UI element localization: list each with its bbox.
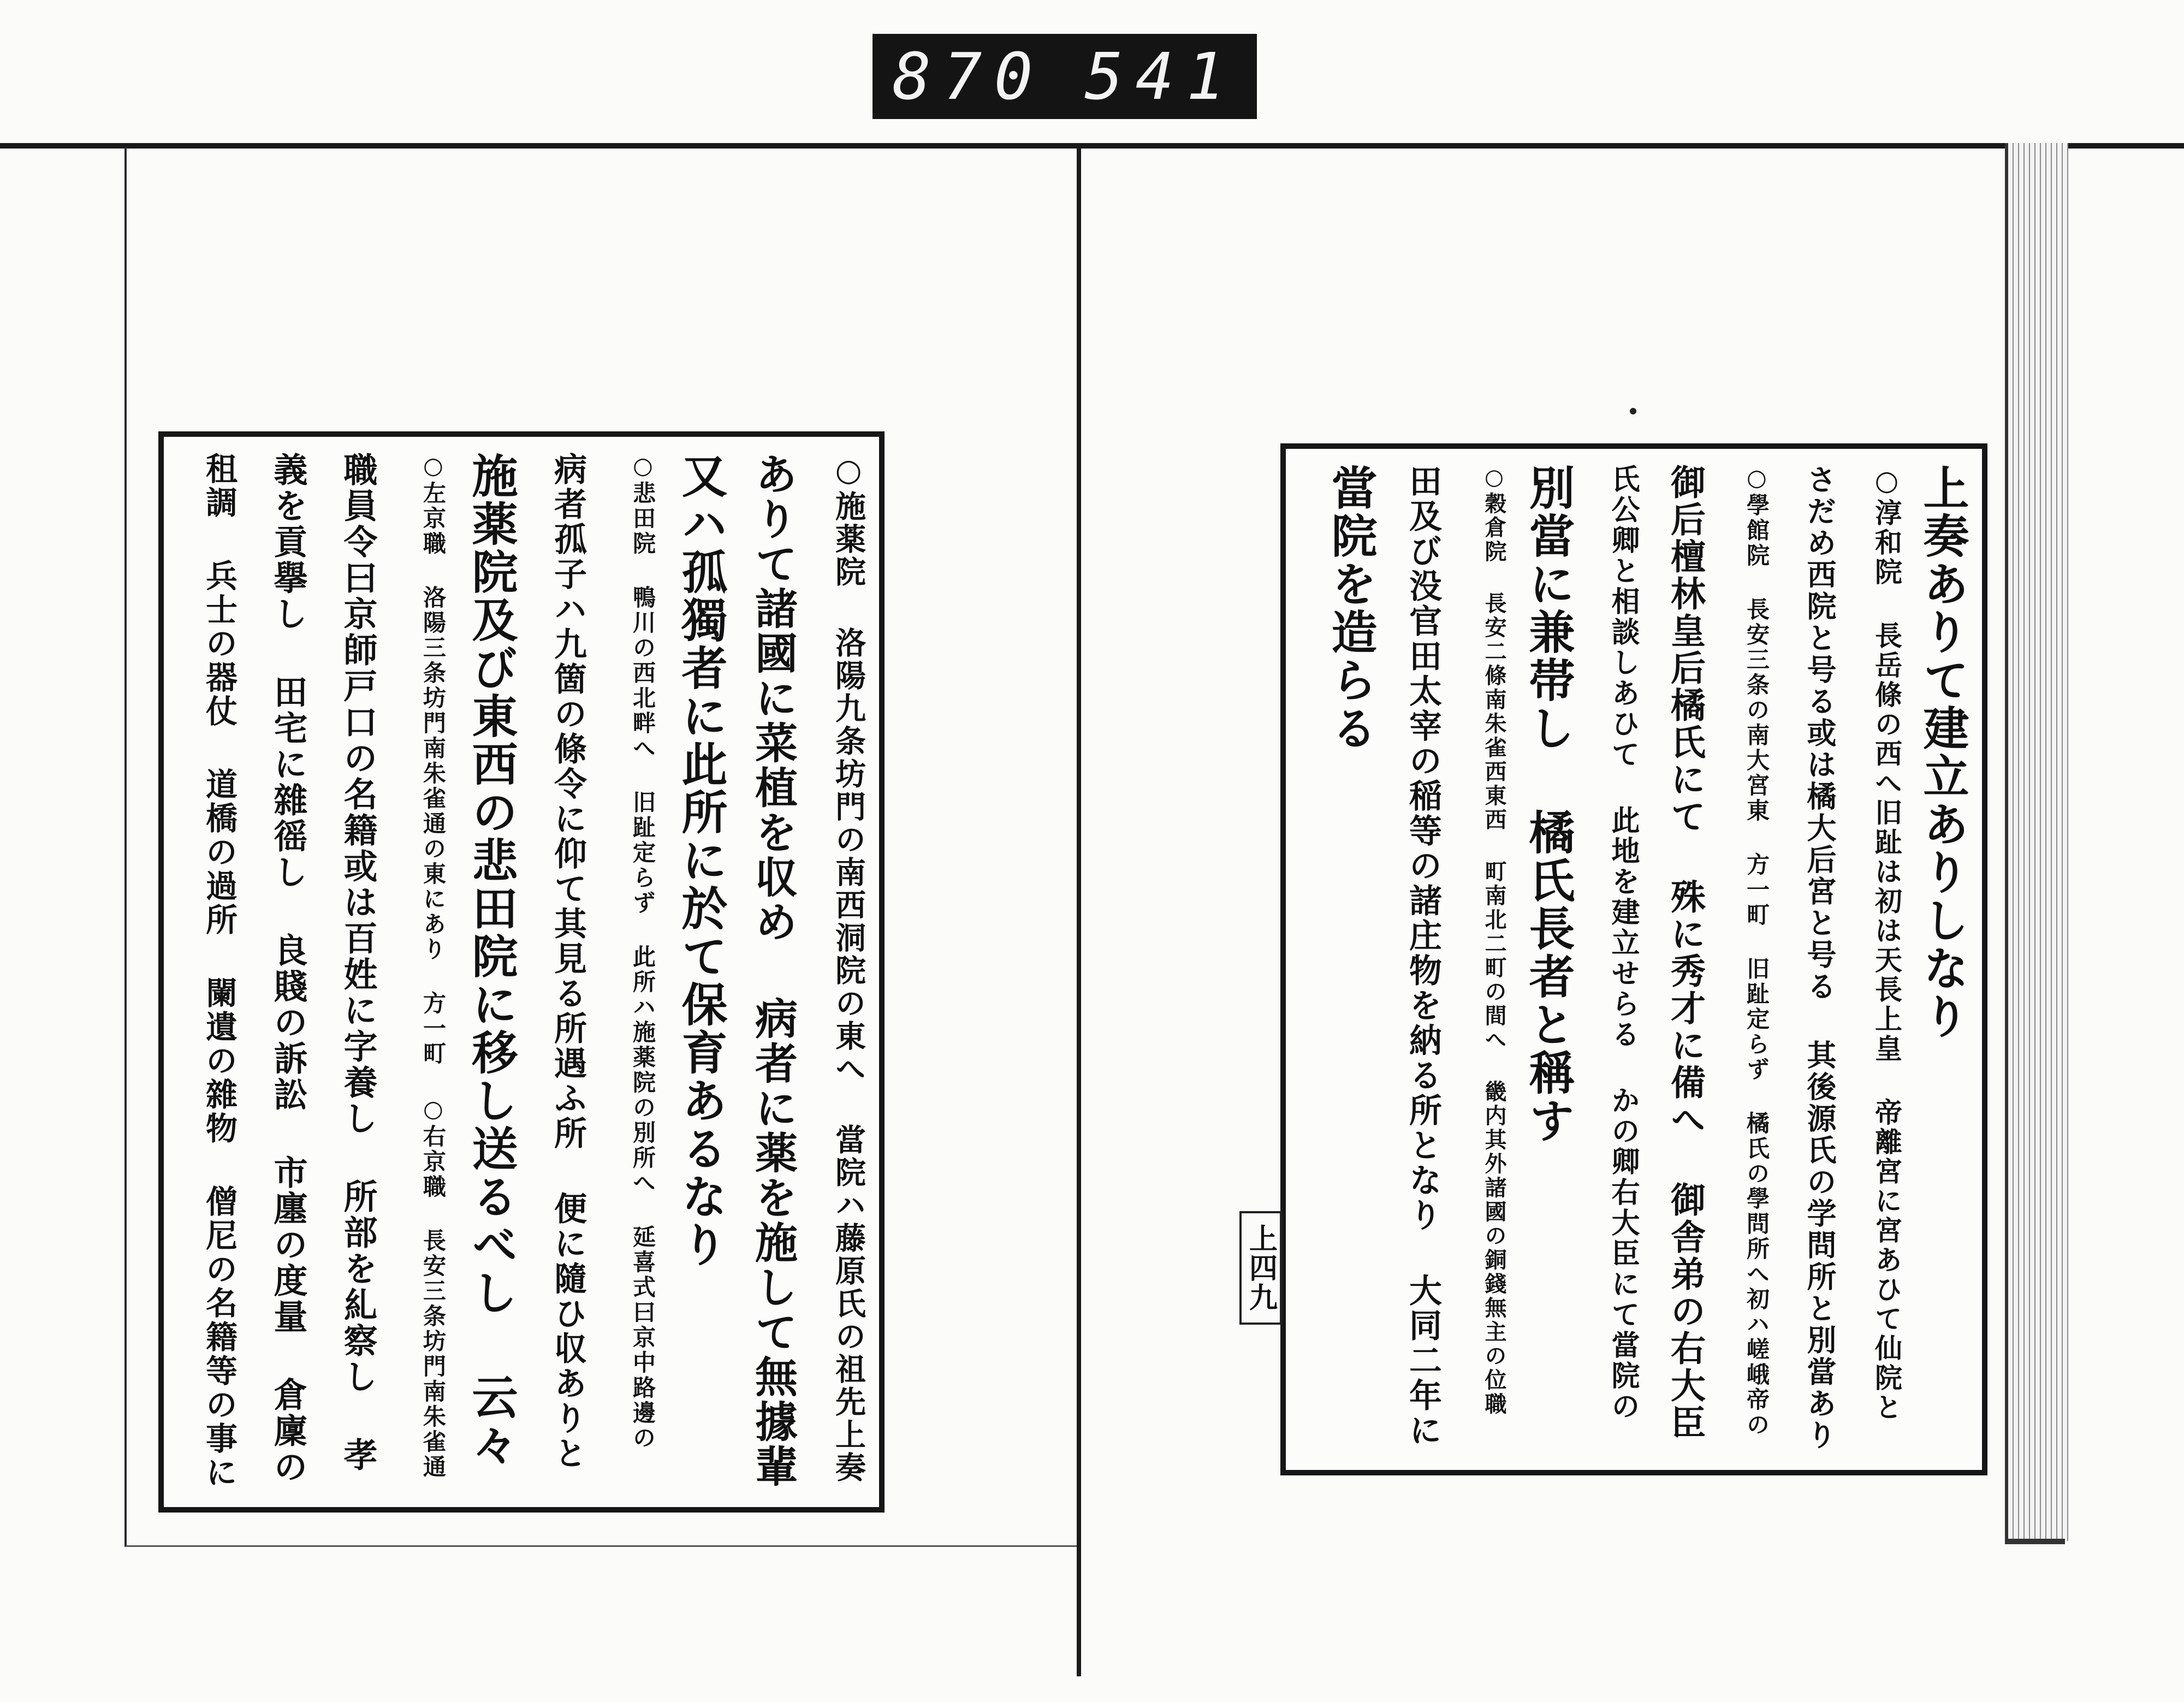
- text-column: ○悲田院 鴨川の西北畔へ 旧趾定らず 此所ハ施薬院の別所へ 延喜式曰京中路邊の: [630, 452, 656, 1451]
- text-column: 又ハ孤獨者に此所に於て保育あるなり: [674, 452, 728, 1269]
- text-column: 氏公卿と相談しあひて 此地を建立せらる かの卿右大臣にて當院の: [1606, 464, 1640, 1422]
- text-column: 病者孤子ハ九箇の條令に仰て其見る所遇ふ所 便に隨ひ収ありと: [549, 452, 587, 1471]
- text-column: ○施薬院 洛陽九条坊門の南西洞院の東へ 當院ハ藤原氏の祖先上奏: [830, 452, 867, 1484]
- text-column: 職員令曰京師戸口の名籍或は百姓に字養し 所部を糺察し 孝: [338, 452, 378, 1473]
- text-column: 租調 兵士の器仗 道橋の過所 闌遺の雜物 僧尼の名籍等の事に: [200, 452, 238, 1490]
- text-column: 上奏ありて建立ありしなり: [1916, 464, 1970, 1041]
- text-column: ○學館院 長安三条の南大宮東 方一町 旧趾定らず 橘氏の學問所へ初ハ嵯峨帝の: [1743, 464, 1770, 1438]
- text-column: さだめ西院と号る或は橘大后宮と号る 其後源氏の学問所と別當あり: [1802, 464, 1837, 1451]
- call-number-left: 870: [892, 39, 1045, 114]
- left-text-block: [158, 431, 885, 1513]
- book-fore-edge-bottom: [2005, 1539, 2065, 1544]
- text-column: ありて諸國に菜植を収め 病者に薬を施して無據輩: [748, 452, 798, 1489]
- text-column: 當院を造らる: [1324, 464, 1378, 752]
- book-fore-edge: [2005, 143, 2068, 1541]
- text-column: ○左京職 洛陽三条坊門南朱雀通の東にあり 方一町 ○右京職 長安三条坊門南朱雀通: [420, 452, 447, 1480]
- text-column: ○淳和院 長岳條の西へ旧趾は初は天長上皇 帝離宮に宮あひて仙院と: [1871, 464, 1903, 1422]
- page-number: 上四九: [1239, 1211, 1282, 1325]
- ink-dot: [1630, 408, 1636, 414]
- call-number-right: 541: [1084, 39, 1237, 114]
- call-number-label: [873, 34, 1257, 119]
- text-column: 義を貢擧し 田宅に雜徭し 良賤の訴訟 市廛の度量 倉廩の: [268, 452, 308, 1485]
- text-column: ○穀倉院 長安二條南朱雀西東西 町南北二町の間へ 畿内其外諸國の銅錢無主の位職: [1481, 464, 1507, 1416]
- text-column: 施薬院及び東西の悲田院に移し送るべし 云々: [465, 452, 519, 1469]
- right-text-block: [1280, 443, 1987, 1475]
- text-column: 田及び没官田太宰の稲等の諸庄物を納る所となり 大同二年に: [1404, 464, 1442, 1448]
- text-column: 御后檀林皇后橘氏にて 殊に秀才に備へ 御舎弟の右大臣: [1665, 464, 1706, 1442]
- text-column: 別當に兼帯し 橘氏長者と稱す: [1522, 464, 1576, 1145]
